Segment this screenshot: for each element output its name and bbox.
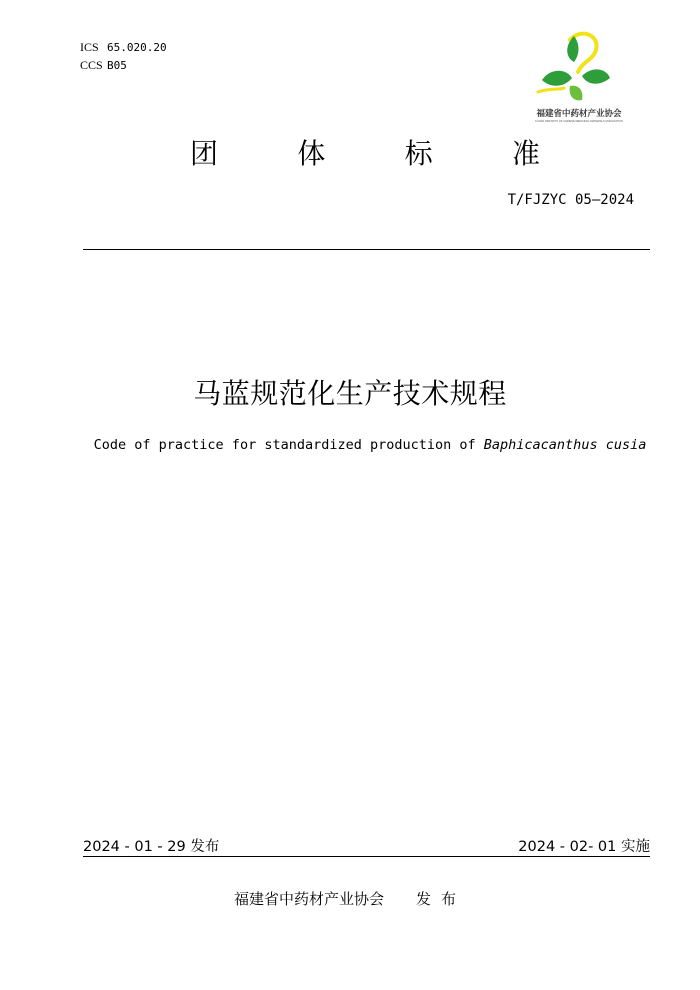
association-logo — [520, 28, 638, 124]
publisher-action: 发布 — [416, 890, 467, 908]
ccs-code — [80, 58, 127, 73]
title-english-prefix: Code of practice for standardized production of — [93, 437, 484, 453]
issue-date: 2024 - 01 - 29 发布 — [83, 839, 220, 855]
document-type-heading — [190, 132, 540, 172]
ccs-label: CCS — [80, 58, 103, 72]
ccs-value: B05 — [107, 59, 127, 72]
association-leaf-logo-icon — [520, 28, 638, 124]
doc-type-char: 体 — [297, 137, 326, 170]
title-chinese: 马蓝规范化生产技术规程 — [193, 377, 507, 410]
doc-type-char: 标 — [404, 137, 433, 170]
publisher-name: 福建省中药材产业协会 — [233, 890, 384, 908]
top-divider — [83, 249, 650, 250]
ics-label: ICS — [80, 40, 99, 54]
logo-caption-zh: 福建省中药材产业协会 — [536, 108, 622, 118]
ics-code — [80, 40, 167, 55]
standard-number: T/FJZYC 05—2024 — [507, 192, 634, 208]
title-english-species: Baphicacanthus cusia — [483, 437, 647, 453]
publisher-line — [0, 888, 700, 909]
logo-caption-en: FUJIAN INDUSTRY OF CHINESE MEDICINAL MATERIALS ASSOCIATION — [535, 120, 623, 123]
title-english — [0, 437, 700, 453]
doc-type-char: 团 — [190, 137, 219, 170]
bottom-divider — [83, 856, 650, 857]
effective-date: 2024 - 02- 01 实施 — [518, 839, 650, 855]
doc-type-char: 准 — [511, 137, 540, 170]
ics-value: 65.020.20 — [107, 41, 167, 54]
